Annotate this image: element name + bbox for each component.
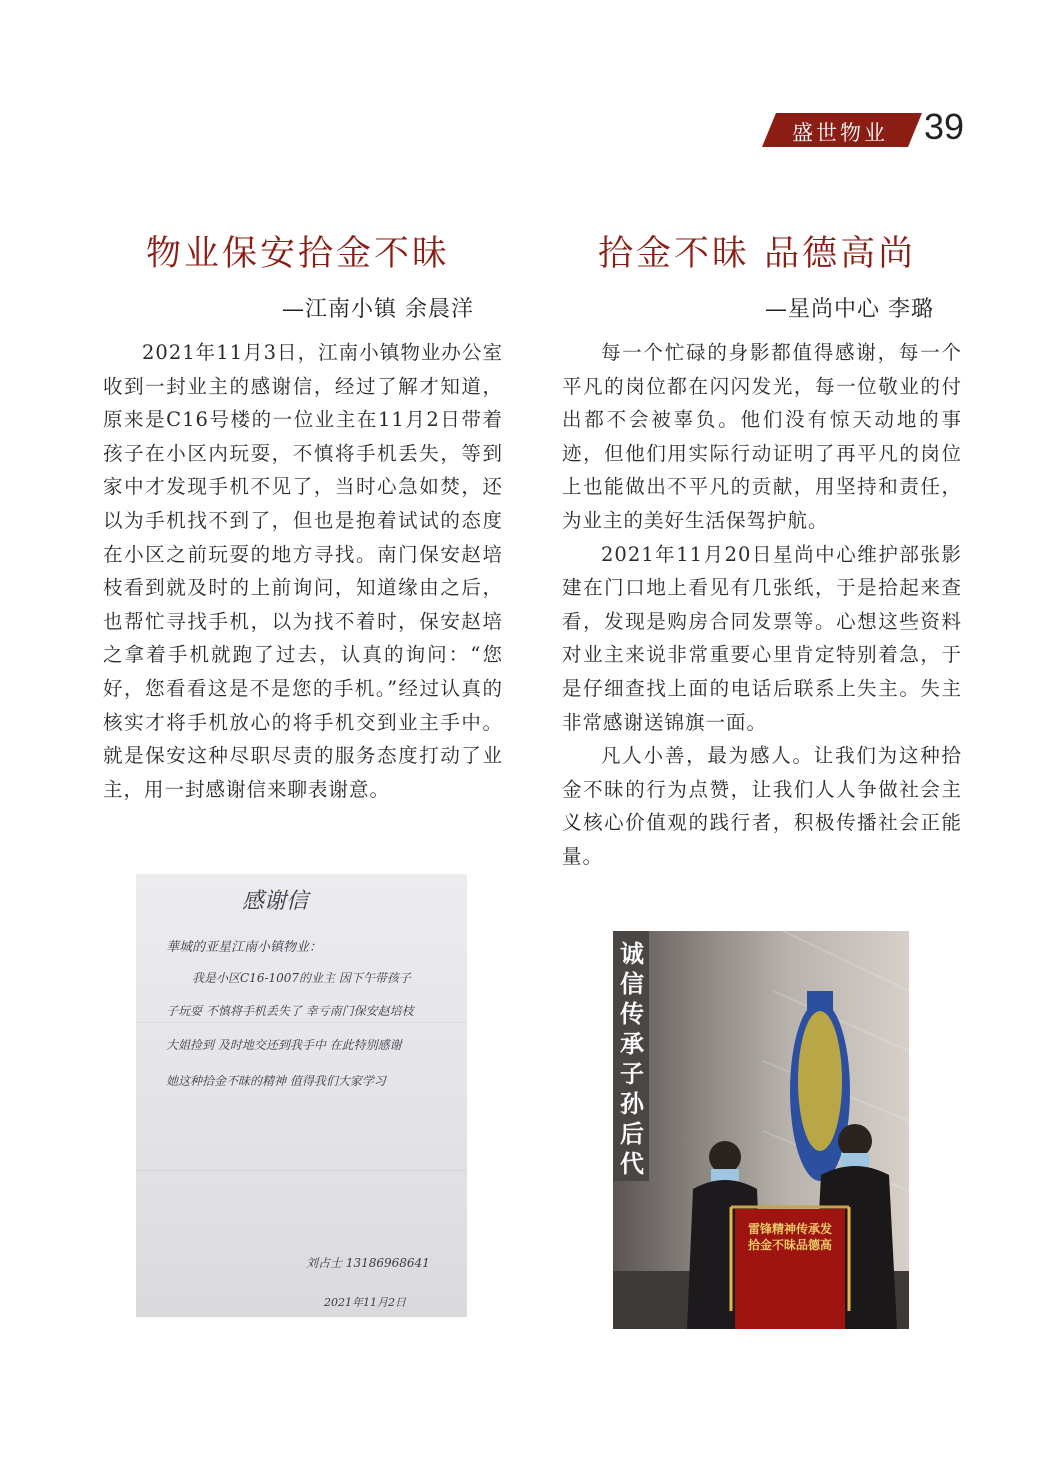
wall-calligraphy: 诚信传承子孙后代 — [620, 940, 644, 1178]
left-article-title: 物业保安拾金不昧 — [146, 234, 451, 274]
section-label: 盛世物业 — [792, 121, 888, 145]
page-number: 39 — [924, 106, 965, 147]
photo-scene — [613, 931, 909, 1329]
letter-signature: 刘占士 13186968641 — [306, 1256, 430, 1270]
letter-line: 大姐捡到 及时地交还到我手中 在此特别感谢 — [166, 1038, 402, 1052]
left-article-byline: —江南小镇 余晨洋 — [282, 297, 474, 322]
right-paragraph: 凡人小善，最为感人。让我们为这种拾金不昧的行为点赞，让我们人人争做社会主义核心价值观的践行者，积极传播社会正能量。 — [562, 744, 962, 868]
section-tag — [762, 113, 922, 147]
letter-line: 華城的亚星江南小镇物业： — [166, 940, 323, 955]
letter-line: 她这种拾金不昧的精神 值得我们大家学习 — [166, 1074, 386, 1088]
thank-you-letter-photo — [136, 874, 467, 1317]
left-paragraph: 2021年11月3日，江南小镇物业办公室收到一封业主的感谢信，经过了解才知道，原来是C16号楼的一位业主在11月2日带着孩子在小区内玩耍，不慎将手机丢失，等到家中才发现手机不见了，当时心急如焚，还以为手机找不到了，但也是抱着试试的态度在小区之前玩耍的地方寻找。南门保安赵培枝看到就及时的上前询问，知道缘由之后，也帮忙寻找手机，以为找不着时，保安赵培之拿着手机就跑了过去，认真的询问：“您好，您看看这是不是您的手机。”经过认真的核实才将手机放心的将手机交到业主手中。就是保安这种尽职尽责的服务态度打动了业主，用一封感谢信来聊表谢意。 — [103, 341, 503, 801]
right-article-title: 拾金不昧 品德高尚 — [598, 234, 917, 274]
left-article-body — [103, 336, 503, 806]
letter-line: 子玩耍 不慎将手机丢失了 幸亏南门保安赵培枝 — [166, 1004, 414, 1018]
right-paragraph: 2021年11月20日星尚中心维护部张影建在门口地上看见有几张纸，于是拾起来查看，发现是购房合同发票等。心想这些资料对业主来说非常重要心里肯定特别着急，于是仔细查找上面的电话后联系上失主。失主非常感谢送锦旗一面。 — [562, 542, 962, 734]
letter-title: 感谢信 — [242, 889, 309, 914]
right-article-byline: —星尚中心 李璐 — [765, 297, 934, 322]
right-paragraph: 每一个忙碌的身影都值得感谢，每一个平凡的岗位都在闪闪发光，每一位敬业的付出都不会被辜负。他们没有惊天动地的事迹，但他们用实际行动证明了再平凡的岗位上也能做出不平凡的贡献，用坚持和责任，为业主的美好生活保驾护航。 — [562, 341, 962, 532]
letter-date: 2021年11月2日 — [324, 1296, 406, 1309]
letter-line: 我是小区C16-1007的业主 因下午带孩子 — [192, 971, 411, 985]
banner-line: 拾金不昧品德高 — [747, 1238, 832, 1252]
banner-line: 雷锋精神传承发 — [747, 1222, 832, 1236]
right-article-body — [562, 336, 962, 874]
award-banner-photo — [613, 931, 909, 1329]
banner-text — [741, 1221, 839, 1253]
